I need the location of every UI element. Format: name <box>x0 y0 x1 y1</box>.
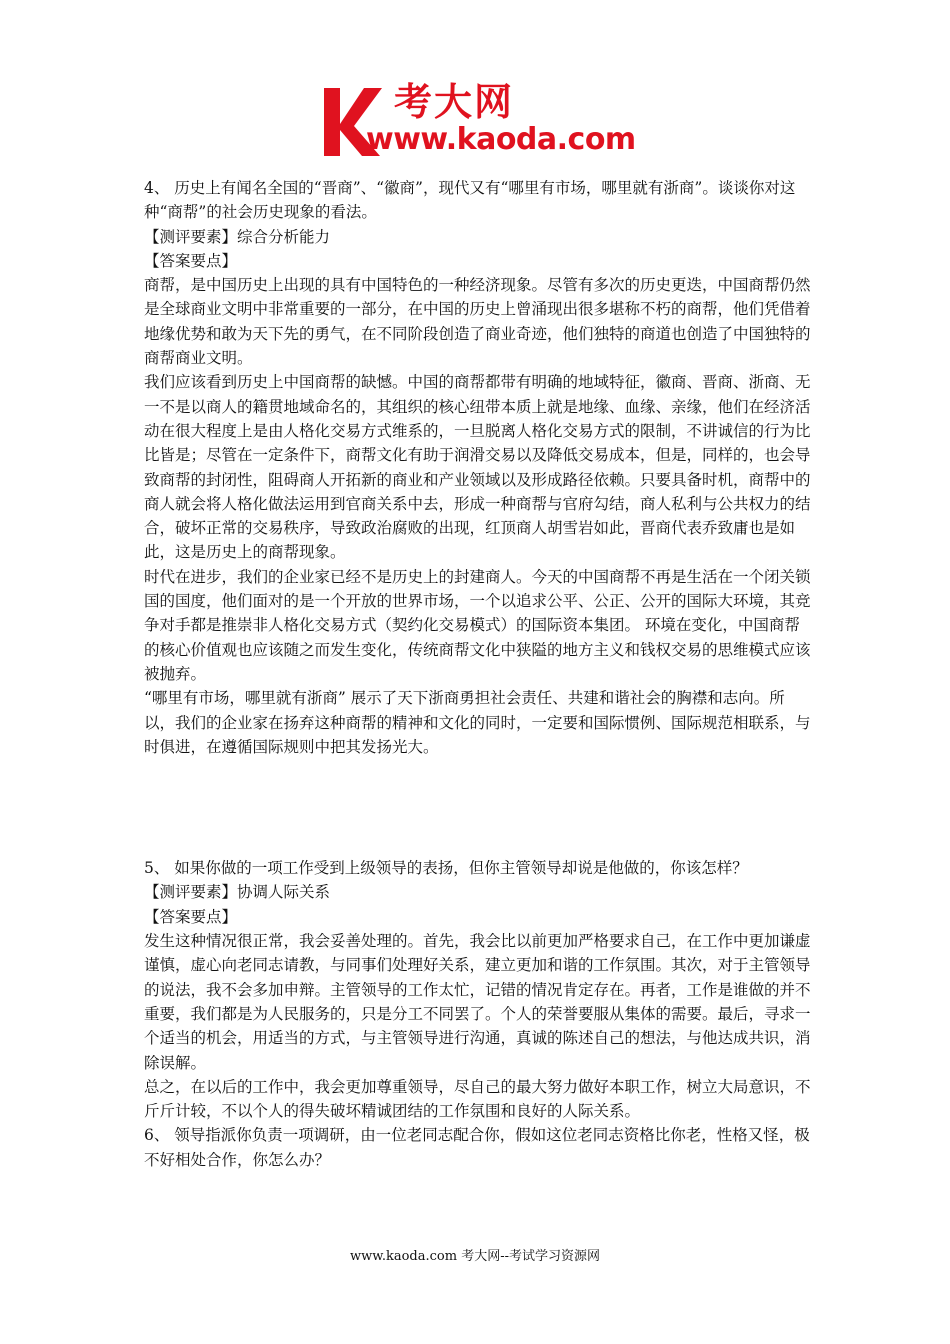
spacer <box>144 759 814 856</box>
assessment-element-4: 【测评要素】综合分析能力 <box>144 227 331 246</box>
page-footer: www.kaoda.com 考大网--考试学习资源网 <box>350 1249 600 1264</box>
answer-heading-4: 【答案要点】 <box>144 251 238 270</box>
brand-name: 考大网 <box>394 80 515 124</box>
answer-paragraph: 商帮，是中国历史上出现的具有中国特色的一种经济现象。尽管有多次的历史更迭，中国商帮仍然是全球商业文明中非常重要的一部分，在中国的历史上曾涌现出很多堪称不朽的商帮，他们凭借着地缘优势和敢为天下先的勇气，在不同阶段创造了商业奇迹，他们独特的商道也创造了中国独特的商帮商业文明。 <box>144 276 811 368</box>
question-4: 4、 历史上有闻名全国的“晋商”、“徽商”，现代又有“哪里有市场，哪里就有浙商”。谈谈你对这种“商帮”的社会历史现象的看法。 <box>144 179 796 222</box>
assessment-element-5: 【测评要素】协调人际关系 <box>144 883 331 902</box>
answer-heading-5: 【答案要点】 <box>144 907 238 926</box>
answer-paragraph: 发生这种情况很正常，我会妥善处理的。首先，我会比以前更加严格要求自己，在工作中更加谦虚谨慎，虚心向老同志请教，与同事们处理好关系，建立更加和谐的工作氛围。其次，对于主管领导的说法，我不会多加申辩。主管领导的工作太忙，记错的情况肯定存在。再者，工作是谁做的并不重要，我们都是为人民服务的，只是分工不同罢了。个人的荣誉要服从集体的需要。最后，寻求一个适当的机会，用适当的方式，与主管领导进行沟通，真诚的陈述自己的想法，与他达成共识，消除误解。 <box>144 932 811 1072</box>
brand-url: www.kaoda.com <box>366 122 636 157</box>
answer-paragraph: 我们应该看到历史上中国商帮的缺憾。中国的商帮都带有明确的地域特征，徽商、晋商、浙商、无一不是以商人的籍贯地域命名的，其组织的核心纽带本质上就是地缘、血缘、亲缘，他们在经济活动在很大程度上是由人格化交易方式维系的，一旦脱离人格化交易方式的限制，不讲诚信的行为比比皆是；尽管在一定条件下，商帮文化有助于润滑交易以及降低交易成本，但是，同样的，也会导致商帮的封闭性，阻碍商人开拓新的商业和产业领域以及形成路径依赖。只要具备时机，商帮中的商人就会将人格化做法运用到官商关系中去，形成一种商帮与官府勾结，商人私利与公共权力的结合，破坏正常的交易秩序，导致政治腐败的出现，红顶商人胡雪岩如此，晋商代表乔致庸也是如此，这是历史上的商帮现象。 <box>144 373 811 562</box>
question-5: 5、 如果你做的一项工作受到上级领导的表扬，但你主管领导却说是他做的，你该怎样？ <box>144 859 748 878</box>
question-6: 6、 领导指派你负责一项调研，由一位老同志配合你，假如这位老同志资格比你老，性格又怪，极不好相处合作，你怎么办？ <box>144 1126 810 1169</box>
document-body <box>144 176 814 1172</box>
answer-paragraph: 总之，在以后的工作中，我会更加尊重领导，尽自己的最大努力做好本职工作，树立大局意识，不斤斤计较，不以个人的得失破坏精诚团结的工作氛围和良好的人际关系。 <box>144 1077 811 1121</box>
answer-paragraph: “哪里有市场，哪里就有浙商” 展示了天下浙商勇担社会责任、共建和谐社会的胸襟和志向。所以，我们的企业家在扬弃这种商帮的精神和文化的同时，一定要和国际惯例、国际规范相联系，与时俱进，在遵循国际规则中把其发扬光大。 <box>144 689 811 756</box>
kaoda-logo[interactable] <box>318 80 648 160</box>
answer-paragraph: 时代在进步，我们的企业家已经不是历史上的封建商人。今天的中国商帮不再是生活在一个闭关锁国的国度，他们面对的是一个开放的世界市场，一个以追求公平、公正、公开的国际大环境，其竞争对手都是推崇非人格化交易方式（契约化交易模式）的国际资本集团。 环境在变化，中国商帮的核心价值观也应该随之而发生变化，传统商帮文化中狭隘的地方主义和钱权交易的思维模式应该被抛弃。 <box>144 567 811 683</box>
